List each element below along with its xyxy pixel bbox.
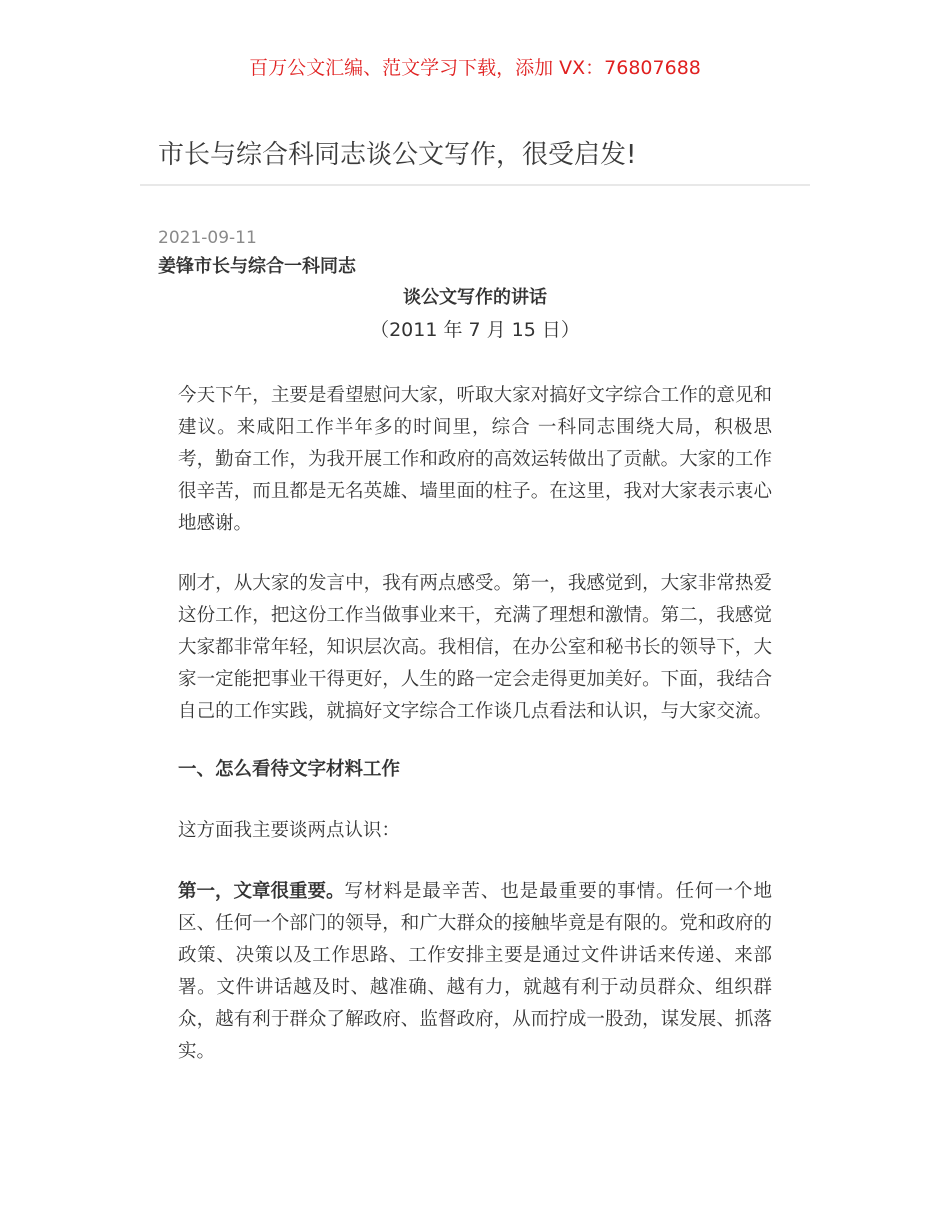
text-line: 地感谢。: [178, 513, 253, 534]
paragraph-1: [178, 380, 772, 540]
text-line: 实。: [178, 1041, 216, 1062]
text-line: 很辛苦，而且都是无名英雄、墙里面的柱子。在这里，我对大家表示衷心: [178, 481, 772, 502]
text-line: 自己的工作实践，就搞好文字综合工作谈几点看法和认识，与大家交流。: [178, 701, 772, 722]
text-line: 建议。来咸阳工作半年多的时间里，综合 一科同志围绕大局，积极思: [178, 417, 772, 438]
text-line: 政策、决策以及工作思路、工作安排主要是通过文件讲话来传递、来部: [178, 945, 772, 966]
title-divider: [140, 184, 810, 186]
paragraph-3: 这方面我主要谈两点认识：: [178, 820, 401, 841]
text-line: 刚才，从大家的发言中，我有两点感受。第一，我感觉到，大家非常热爱: [178, 573, 772, 594]
speech-subtitle: 姜锋市长与综合一科同志: [158, 256, 356, 277]
section-heading-1: 一、怎么看待文字材料工作: [178, 759, 401, 780]
text-line: 众，越有利于群众了解政府、监督政府，从而拧成一股劲，谋发展、抓落: [178, 1009, 772, 1030]
paragraph-lead: 第一，文章很重要。: [178, 881, 345, 902]
speech-title: 谈公文写作的讲话: [403, 287, 547, 308]
page-title: 市长与综合科同志谈公文写作，很受启发!: [158, 140, 637, 170]
text-line: [178, 876, 772, 908]
text-line: 考，勤奋工作，为我开展工作和政府的高效运转做出了贡献。大家的工作: [178, 449, 772, 470]
paragraph-4: [178, 876, 772, 1068]
text-line: 署。文件讲话越及时、越准确、越有力，就越有利于动员群众、组织群: [178, 977, 772, 998]
promo-banner: 百万公文汇编、范文学习下载，添加 VX：76807688: [249, 57, 701, 79]
publish-date: 2021-09-11: [158, 228, 257, 248]
text-line: 今天下午，主要是看望慰问大家，听取大家对搞好文字综合工作的意见和: [178, 385, 772, 406]
text-line: 这份工作，把这份工作当做事业来干，充满了理想和激情。第二，我感觉: [178, 605, 772, 626]
paragraph-2: [178, 568, 772, 728]
text-line-rest: 写材料是最辛苦、也是最重要的事情。任何一个地: [344, 881, 772, 902]
speech-date: （2011 年 7 月 15 日）: [370, 319, 580, 341]
text-line: 大家都非常年轻，知识层次高。我相信，在办公室和秘书长的领导下，大: [178, 637, 772, 658]
text-line: 家一定能把事业干得更好，人生的路一定会走得更加美好。下面，我结合: [178, 669, 772, 690]
text-line: 区、任何一个部门的领导，和广大群众的接触毕竟是有限的。党和政府的: [178, 913, 772, 934]
